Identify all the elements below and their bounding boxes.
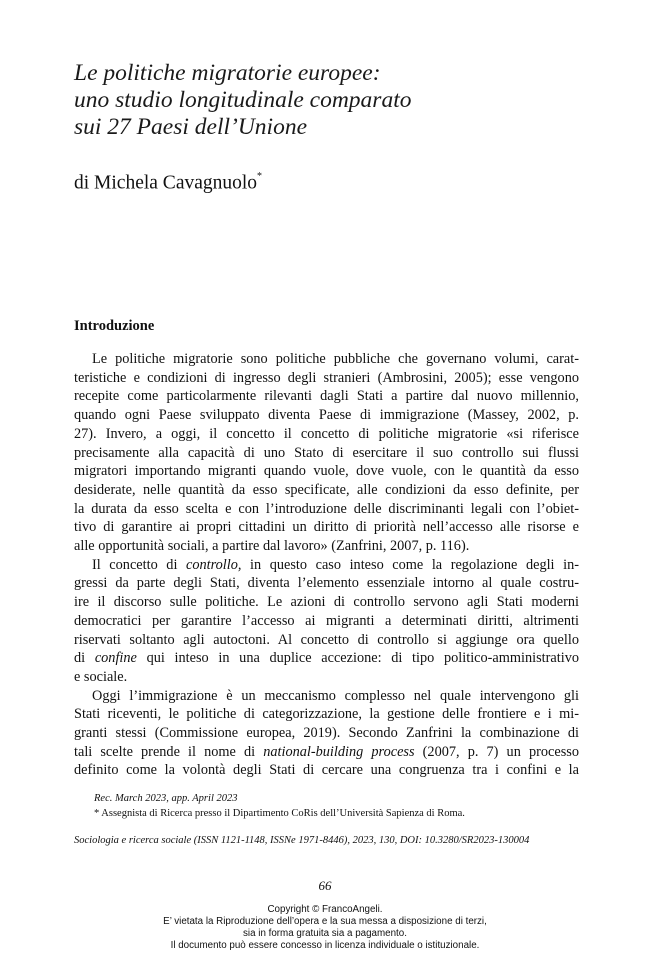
body-line: definito come la volontà degli Stati di cercare una congruenza tra i confini e la [74, 762, 579, 779]
body-line: e sociale. [74, 668, 128, 685]
body-line: quando ogni Paese sviluppato diventa Paese di immigrazione (Massey, 2002, p. [74, 407, 579, 424]
copyright-line: sia in forma gratuita sia a pagamento. [243, 928, 407, 939]
body-line: tivo di garantire ai propri cittadini un diritto di priorità nell’accesso alle risorse e [74, 519, 579, 536]
section-heading: Introduzione [74, 318, 155, 334]
body-line: granti stessi (Commissione europea, 2019). Secondo Zanfrini la combinazione di [74, 725, 579, 742]
body-text [74, 350, 579, 780]
body-line: desiderate, nelle quantità da esso specificate, alle condizioni da esso definite, per [74, 481, 579, 498]
emphasized-term: confine [94, 650, 137, 667]
author-line [74, 167, 262, 196]
body-line: migratori importando migranti quando vuole, dove vuole, con le quantità da esso [74, 463, 579, 480]
copyright-line: E’ vietata la Riproduzione dell’opera e la sua messa a disposizione di terzi, [163, 916, 487, 927]
body-line: di confine qui inteso in una duplice accezione: di tipo politico-amministrativo [74, 650, 579, 667]
author-name: di Michela Cavagnuolo [74, 172, 258, 194]
body-line: democratici per garantire l’accesso ai migranti a determinati diritti, altrimenti [74, 612, 579, 629]
article-title [74, 60, 594, 141]
footnotes [74, 791, 584, 821]
journal-citation: Sociologia e ricerca sociale (ISSN 1121-1148, ISSNe 1971-8446), 2023, 130, DOI: 10.3280/SR2023-130004 [74, 835, 530, 846]
emphasized-term: controllo, [185, 556, 242, 573]
title-line: sui 27 Paesi dell’Unione [74, 114, 308, 140]
body-line: alle opportunità sociali, a partire dal lavoro» (Zanfrini, 2007, p. 116). [74, 538, 470, 555]
body-line: Stati riceventi, le politiche di categorizzazione, la gestione delle frontiere e i mi- [74, 706, 579, 723]
emphasized-term: national-building process [263, 743, 415, 760]
copyright-line: Il documento può essere concesso in licenza individuale o istituzionale. [170, 940, 480, 951]
body-line: teristiche e condizioni di ingresso degli stranieri (Ambrosini, 2005); esse vengono [74, 369, 579, 386]
copyright-notice [0, 904, 650, 952]
body-line: recepite come particolarmente rilevanti dagli Stati a partire dal nuovo millennio, [74, 388, 579, 405]
page-number: 66 [318, 878, 332, 893]
title-line: uno studio longitudinale comparato [74, 87, 412, 113]
body-line: gressi da parte degli Stati, diventa l’elemento essenziale intorno al quale costru- [74, 575, 579, 592]
body-line: tali scelte prende il nome di national-building process (2007, p. 7) un processo [74, 743, 579, 760]
author-footnote: * Assegnista di Ricerca presso il Dipartimento CoRis dell’Università Sapienza di Roma. [94, 808, 465, 819]
body-line: precisamente alla capacità di uno Stato di esercitare il suo controllo sui flussi [74, 444, 579, 461]
body-line: Il concetto di controllo, in questo caso inteso come la regolazione degli in- [92, 556, 579, 573]
body-line: Oggi l’immigrazione è un meccanismo complesso nel quale intervengono gli [92, 687, 579, 704]
body-line: la durata da esso scelta e con l’introduzione delle discriminanti legali con l’obiet- [74, 500, 579, 517]
copyright-line: Copyright © FrancoAngeli. [267, 904, 383, 915]
body-line: 27). Invero, a oggi, il concetto il concetto di politiche migratorie «si riferisce [74, 425, 579, 442]
author-footnote-mark: * [257, 171, 263, 182]
title-line: Le politiche migratorie europee: [74, 60, 381, 86]
body-line: riservati soltanto agli autoctoni. Al concetto di controllo si aggiunge ora quello [74, 631, 579, 648]
received-date: Rec. March 2023, app. April 2023 [94, 793, 238, 804]
body-line: ire il discorso sulle politiche. Le azioni di controllo servono agli Stati moderni [74, 594, 579, 611]
body-line: Le politiche migratorie sono politiche pubbliche che governano volumi, carat- [92, 351, 579, 367]
